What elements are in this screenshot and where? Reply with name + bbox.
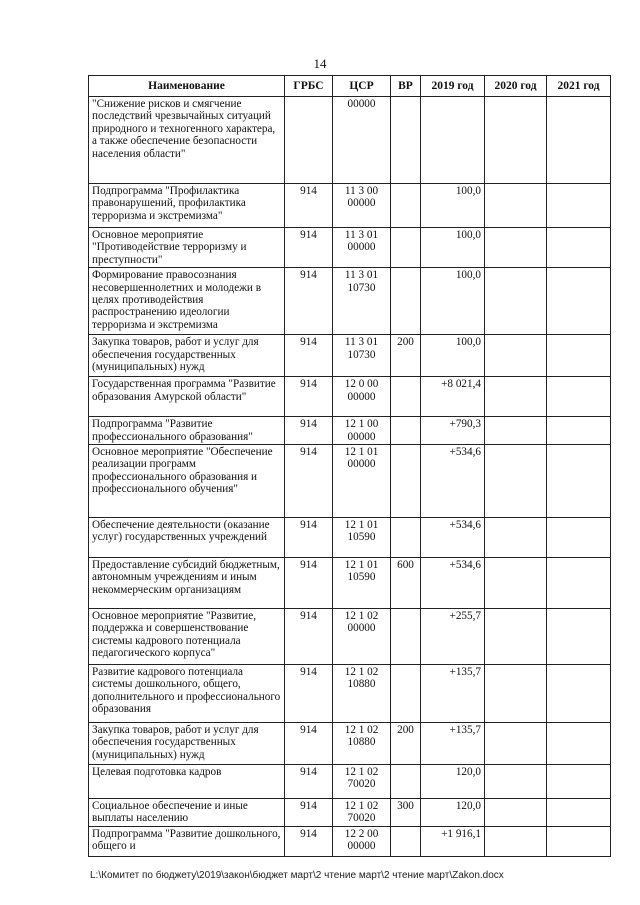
- row-name: Обеспечение деятельности (оказание услуг) государственных учреждений: [89, 518, 285, 558]
- row-grbs: [285, 97, 333, 184]
- row-2020: [485, 268, 547, 335]
- row-grbs: 914: [285, 518, 333, 558]
- row-2021: [547, 417, 611, 445]
- row-2019: +790,3: [421, 417, 485, 445]
- row-grbs: 914: [285, 417, 333, 445]
- row-2021: [547, 184, 611, 228]
- table-row: [89, 184, 611, 228]
- row-2020: [485, 417, 547, 445]
- row-2019: 100,0: [421, 184, 485, 228]
- row-2019: +534,6: [421, 518, 485, 558]
- row-vr: [391, 765, 421, 799]
- row-name: Основное мероприятие "Развитие, поддержка и совершенствование системы кадрового потенциала педагогического корпуса": [89, 609, 285, 665]
- row-2021: [547, 228, 611, 268]
- row-2020: [485, 335, 547, 377]
- row-csr: 12 1 02 10880: [333, 723, 391, 765]
- row-name: Подпрограмма "Развитие профессионального образования": [89, 417, 285, 445]
- row-2020: [485, 826, 547, 856]
- row-vr: 200: [391, 335, 421, 377]
- row-vr: [391, 609, 421, 665]
- row-grbs: 914: [285, 268, 333, 335]
- row-2019: +534,6: [421, 558, 485, 609]
- row-2019: +1 916,1: [421, 826, 485, 856]
- header-2020: 2020 год: [485, 76, 547, 97]
- row-2019: [421, 97, 485, 184]
- table-row: [89, 558, 611, 609]
- row-2019: 100,0: [421, 335, 485, 377]
- row-name: Предоставление субсидий бюджетным, автономным учреждениям и иным некоммерческим организациям: [89, 558, 285, 609]
- table-row: [89, 799, 611, 827]
- row-name: Подпрограмма "Развитие дошкольного, общего и: [89, 826, 285, 856]
- row-2021: [547, 268, 611, 335]
- row-csr: 12 1 02 70020: [333, 799, 391, 827]
- row-name: Формирование правосознания несовершеннолетних и молодежи в целях противодействия распространению идеологии терроризма и экстремизма: [89, 268, 285, 335]
- row-name: Развитие кадрового потенциала системы дошкольного, общего, дополнительного и профессионального образования: [89, 665, 285, 723]
- row-vr: 200: [391, 723, 421, 765]
- budget-table: [88, 75, 611, 857]
- row-2020: [485, 184, 547, 228]
- row-grbs: 914: [285, 799, 333, 827]
- row-vr: [391, 184, 421, 228]
- row-2020: [485, 665, 547, 723]
- row-csr: 12 1 00 00000: [333, 417, 391, 445]
- row-grbs: 914: [285, 826, 333, 856]
- row-2020: [485, 518, 547, 558]
- header-name: Наименование: [89, 76, 285, 97]
- row-name: Государственная программа "Развитие образования Амурской области": [89, 377, 285, 417]
- header-grbs: ГРБС: [285, 76, 333, 97]
- table-row: [89, 723, 611, 765]
- row-csr: 12 0 00 00000: [333, 377, 391, 417]
- row-vr: [391, 97, 421, 184]
- row-grbs: 914: [285, 765, 333, 799]
- row-name: Подпрограмма "Профилактика правонарушений, профилактика терроризма и экстремизма": [89, 184, 285, 228]
- row-csr: 12 1 02 70020: [333, 765, 391, 799]
- table-row: [89, 268, 611, 335]
- table-row: [89, 518, 611, 558]
- row-2021: [547, 518, 611, 558]
- row-csr: 12 1 01 10590: [333, 558, 391, 609]
- row-2019: +255,7: [421, 609, 485, 665]
- row-name: Основное мероприятие "Обеспечение реализации программ профессионального образования и профессионального обучения": [89, 445, 285, 518]
- row-grbs: 914: [285, 228, 333, 268]
- row-2020: [485, 799, 547, 827]
- row-2019: +135,7: [421, 665, 485, 723]
- row-grbs: 914: [285, 558, 333, 609]
- row-csr: 11 3 00 00000: [333, 184, 391, 228]
- row-2021: [547, 445, 611, 518]
- row-2021: [547, 723, 611, 765]
- row-grbs: 914: [285, 335, 333, 377]
- row-csr: 11 3 01 10730: [333, 268, 391, 335]
- row-csr: 12 2 00 00000: [333, 826, 391, 856]
- table-row: [89, 826, 611, 856]
- row-name: Основное мероприятие "Противодействие терроризму и преступности": [89, 228, 285, 268]
- row-2021: [547, 609, 611, 665]
- row-2020: [485, 723, 547, 765]
- row-grbs: 914: [285, 184, 333, 228]
- row-vr: [391, 377, 421, 417]
- row-2019: 120,0: [421, 799, 485, 827]
- table-row: [89, 377, 611, 417]
- row-2019: +135,7: [421, 723, 485, 765]
- table-row: [89, 97, 611, 184]
- row-name: Закупка товаров, работ и услуг для обеспечения государственных (муниципальных) нужд: [89, 723, 285, 765]
- header-vr: ВР: [391, 76, 421, 97]
- row-grbs: 914: [285, 377, 333, 417]
- row-2021: [547, 665, 611, 723]
- row-2020: [485, 558, 547, 609]
- row-vr: [391, 228, 421, 268]
- footer-file-path: L:\Комитет по бюджету\2019\закон\бюджет март\2 чтение март\2 чтение март\Zakon.docx: [90, 870, 504, 881]
- table-row: [89, 445, 611, 518]
- row-csr: 12 1 01 00000: [333, 445, 391, 518]
- row-vr: [391, 445, 421, 518]
- row-csr: 12 1 01 10590: [333, 518, 391, 558]
- header-2019: 2019 год: [421, 76, 485, 97]
- row-2021: [547, 826, 611, 856]
- row-csr: 11 3 01 10730: [333, 335, 391, 377]
- table-row: [89, 765, 611, 799]
- row-name: "Снижение рисков и смягчение последствий чрезвычайных ситуаций природного и техногенного характера, а также обеспечение безопасности населения области": [89, 97, 285, 184]
- page-number: 14: [313, 56, 327, 71]
- row-vr: 300: [391, 799, 421, 827]
- table-row: [89, 228, 611, 268]
- row-2021: [547, 97, 611, 184]
- row-2021: [547, 558, 611, 609]
- row-csr: 12 1 02 00000: [333, 609, 391, 665]
- row-grbs: 914: [285, 665, 333, 723]
- row-csr: 11 3 01 00000: [333, 228, 391, 268]
- row-2020: [485, 609, 547, 665]
- row-grbs: 914: [285, 723, 333, 765]
- row-2020: [485, 445, 547, 518]
- row-2021: [547, 765, 611, 799]
- row-vr: [391, 268, 421, 335]
- row-2019: +534,6: [421, 445, 485, 518]
- row-vr: [391, 665, 421, 723]
- row-2020: [485, 228, 547, 268]
- row-csr: 12 1 02 10880: [333, 665, 391, 723]
- row-vr: [391, 826, 421, 856]
- table-row: [89, 665, 611, 723]
- row-name: Целевая подготовка кадров: [89, 765, 285, 799]
- header-2021: 2021 год: [547, 76, 611, 97]
- row-vr: 600: [391, 558, 421, 609]
- row-2019: 120,0: [421, 765, 485, 799]
- row-2019: 100,0: [421, 228, 485, 268]
- row-2021: [547, 335, 611, 377]
- table-row: [89, 335, 611, 377]
- row-2019: 100,0: [421, 268, 485, 335]
- row-2021: [547, 377, 611, 417]
- table-header-row: [89, 76, 611, 97]
- row-csr: 00000: [333, 97, 391, 184]
- table-row: [89, 417, 611, 445]
- row-name: Закупка товаров, работ и услуг для обеспечения государственных (муниципальных) нужд: [89, 335, 285, 377]
- row-2020: [485, 765, 547, 799]
- row-grbs: 914: [285, 445, 333, 518]
- row-2020: [485, 97, 547, 184]
- row-2020: [485, 377, 547, 417]
- table-row: [89, 609, 611, 665]
- row-vr: [391, 417, 421, 445]
- row-grbs: 914: [285, 609, 333, 665]
- row-2019: +8 021,4: [421, 377, 485, 417]
- header-csr: ЦСР: [333, 76, 391, 97]
- row-2021: [547, 799, 611, 827]
- row-vr: [391, 518, 421, 558]
- row-name: Социальное обеспечение и иные выплаты населению: [89, 799, 285, 827]
